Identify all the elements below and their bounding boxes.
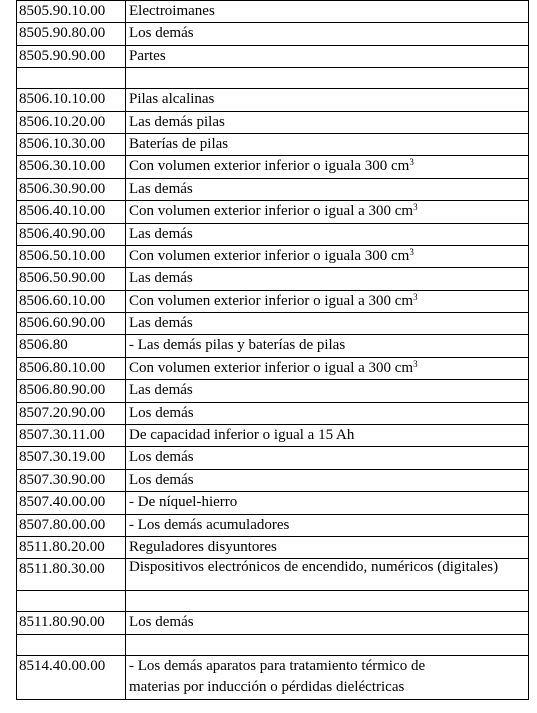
tariff-code-cell: 8511.80.90.00 [17,612,126,634]
description-text: Las demás [129,225,193,242]
superscript: 3 [413,202,418,213]
table-row [17,655,529,677]
description-cell [126,133,529,155]
description-cell [126,223,529,245]
description-cell [126,1,529,23]
table-row [17,23,529,45]
description-cell [126,290,529,312]
tariff-code-cell: 8505.90.80.00 [17,23,126,45]
description-cell [126,380,529,402]
description-cell [126,268,529,290]
description-text: Con volumen exterior inferior o igual a 300 cm [129,359,414,376]
table-row [17,536,529,558]
tariff-table-body [17,1,529,700]
description-text: Dispositivos electrónicos de encendido, numéricos (digitales) [129,559,499,576]
description-text: Pilas alcalinas [129,91,215,108]
table-row [17,313,529,335]
table-row [17,89,529,111]
tariff-code-cell: 8514.40.00.00 [17,655,126,677]
table-row [17,178,529,200]
tariff-code-cell: 8506.80.90.00 [17,380,126,402]
table-row [17,290,529,312]
description-cell [126,559,529,591]
description-cell [126,201,529,223]
description-text: Los demás [129,449,194,466]
description-cell [126,655,529,677]
description-cell [126,402,529,424]
tariff-code-cell: 8506.50.90.00 [17,268,126,290]
description-cell [126,469,529,491]
table-row [17,677,529,699]
description-cell [126,23,529,45]
table-row [17,514,529,536]
description-text: Con volumen exterior inferior o igual a 300 cm [129,203,414,220]
tariff-code-cell: 8506.80.10.00 [17,357,126,379]
description-text: Electroimanes [129,3,215,19]
description-cell [126,492,529,514]
tariff-code-cell: 8507.30.90.00 [17,469,126,491]
superscript: 3 [409,246,414,257]
description-text: Las demás pilas [129,113,225,130]
table-row [17,425,529,447]
tariff-code-cell: 8507.30.11.00 [17,425,126,447]
tariff-code-cell [17,68,126,89]
description-cell [126,45,529,67]
description-text: Los demás [129,471,194,488]
tariff-code-cell: 8505.90.10.00 [17,1,126,23]
tariff-code-cell: 8511.80.20.00 [17,536,126,558]
tariff-code-cell: 8507.20.90.00 [17,402,126,424]
description-text: Baterías de pilas [129,135,229,152]
table-row [17,447,529,469]
description-text: Los demás [129,25,194,42]
tariff-code-cell [17,677,126,699]
description-cell [126,111,529,133]
tariff-code-cell: 8507.40.00.00 [17,492,126,514]
description-cell [126,89,529,111]
tariff-code-cell [17,634,126,655]
table-row [17,268,529,290]
description-text: De capacidad inferior o igual a 15 Ah [129,427,355,444]
table-row [17,245,529,267]
table-row [17,357,529,379]
table-row [17,201,529,223]
description-text: Partes [129,47,166,64]
description-text: Con volumen exterior inferior o igual a 300 cm [129,292,414,309]
description-text: Con volumen exterior inferior o iguala 300 cm [129,158,410,175]
description-cell [126,425,529,447]
tariff-code-cell: 8506.10.10.00 [17,89,126,111]
description-text: Los demás [129,404,194,421]
tariff-code-cell: 8506.80 [17,335,126,357]
table-row [17,492,529,514]
superscript: 3 [413,291,418,302]
table-row [17,111,529,133]
table-row [17,591,529,612]
superscript: 3 [413,358,418,369]
tariff-code-cell: 8506.60.10.00 [17,290,126,312]
table-row [17,612,529,634]
description-cell [126,156,529,178]
tariff-code-cell: 8511.80.30.00 [17,559,126,591]
description-text: - Los demás aparatos para tratamiento térmico de [129,657,426,674]
tariff-code-cell: 8507.30.19.00 [17,447,126,469]
table-row [17,380,529,402]
table-row [17,469,529,491]
description-cell [126,447,529,469]
tariff-code-cell: 8506.60.90.00 [17,313,126,335]
description-text: - Las demás pilas y baterías de pilas [129,337,346,354]
description-cell [126,677,529,699]
description-text: Con volumen exterior inferior o iguala 300 cm [129,247,410,264]
description-text: materias por inducción o pérdidas dieléctricas [129,679,405,696]
tariff-code-cell: 8505.90.90.00 [17,45,126,67]
table-row [17,634,529,655]
tariff-table [16,0,529,700]
description-text: - Los demás acumuladores [129,516,290,533]
description-cell [126,178,529,200]
tariff-code-cell: 8506.30.10.00 [17,156,126,178]
description-cell [126,612,529,634]
table-row [17,402,529,424]
description-text: - De níquel-hierro [129,494,238,511]
description-cell [126,591,529,612]
table-row [17,335,529,357]
description-text: Las demás [129,315,193,332]
table-row [17,156,529,178]
tariff-code-cell: 8506.40.90.00 [17,223,126,245]
table-row [17,68,529,89]
tariff-code-cell: 8506.50.10.00 [17,245,126,267]
tariff-code-cell: 8506.40.10.00 [17,201,126,223]
table-row [17,1,529,23]
description-cell [126,335,529,357]
description-cell [126,514,529,536]
tariff-code-cell: 8506.10.20.00 [17,111,126,133]
description-text: Las demás [129,382,193,399]
table-row [17,559,529,591]
description-cell [126,313,529,335]
tariff-code-cell: 8507.80.00.00 [17,514,126,536]
description-text: Reguladores disyuntores [129,538,277,555]
table-row [17,223,529,245]
table-row [17,133,529,155]
description-cell [126,245,529,267]
tariff-code-cell [17,591,126,612]
description-cell [126,357,529,379]
description-cell [126,68,529,89]
description-text: Las demás [129,180,193,197]
superscript: 3 [409,157,414,168]
description-text: Las demás [129,270,193,287]
tariff-code-cell: 8506.10.30.00 [17,133,126,155]
table-row [17,45,529,67]
description-cell [126,536,529,558]
description-text: Los demás [129,614,194,631]
description-cell [126,634,529,655]
tariff-code-cell: 8506.30.90.00 [17,178,126,200]
